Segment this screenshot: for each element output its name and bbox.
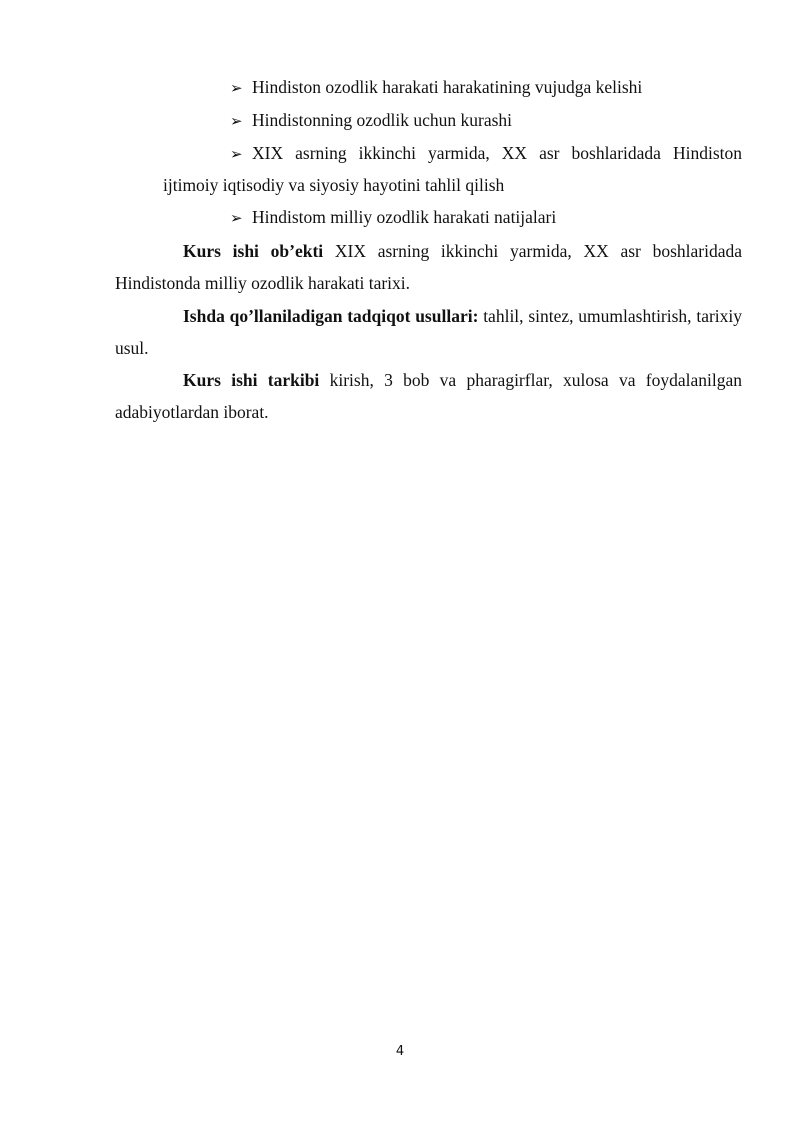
arrow-bullet-icon: ➢ xyxy=(230,209,243,227)
object-text: XIX asrning ikkinchi yarmida, XX asr boshlaridada Hindistonda milliy ozodlik harakati tarixi. xyxy=(115,241,742,293)
structure-label: Kurs ishi tarkibi xyxy=(183,370,320,390)
page-number: 4 xyxy=(395,1044,405,1059)
structure-paragraph xyxy=(115,364,742,428)
list-item-text: Hindiston ozodlik harakati harakatining vujudga kelishi xyxy=(252,77,643,97)
list-item xyxy=(230,71,742,105)
list-item-text: Hindistom milliy ozodlik harakati natijalari xyxy=(252,207,557,227)
object-paragraph xyxy=(115,235,742,299)
list-item-text: XIX asrning ikkinchi yarmida, XX asr boshlaridada Hindiston xyxy=(252,143,742,163)
list-item xyxy=(230,104,742,138)
arrow-bullet-icon: ➢ xyxy=(230,145,243,163)
list-item-text: Hindistonning ozodlik uchun kurashi xyxy=(252,110,513,130)
arrow-bullet-icon: ➢ xyxy=(230,112,243,130)
list-item xyxy=(230,201,742,235)
list-item xyxy=(230,137,742,171)
object-label: Kurs ishi ob’ekti xyxy=(183,241,324,261)
structure-text: kirish, 3 bob va pharagirflar, xulosa va foydalanilgan adabiyotlardan iborat. xyxy=(115,370,742,422)
list-item-continuation: ijtimoiy iqtisodiy va siyosiy hayotini tahlil qilish xyxy=(163,175,505,195)
methods-label: Ishda qo’llaniladigan tadqiqot usullari: xyxy=(183,306,479,326)
methods-paragraph xyxy=(115,300,742,364)
methods-text: tahlil, sintez, umumlashtirish, tarixiy usul. xyxy=(115,306,743,358)
arrow-bullet-icon: ➢ xyxy=(230,79,243,97)
